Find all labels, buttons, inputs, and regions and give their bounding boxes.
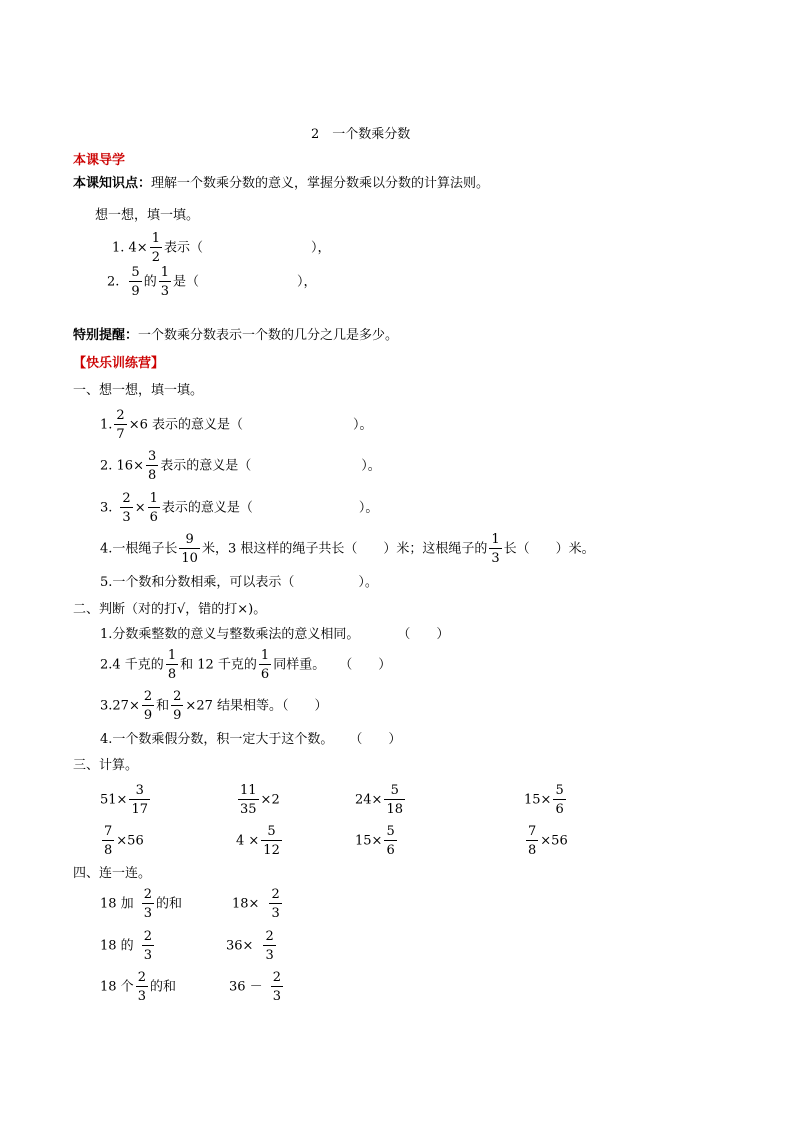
denominator: 12	[261, 840, 282, 857]
fraction	[384, 784, 405, 816]
numerator: 2	[271, 887, 280, 902]
calc-item: 24× $\frac{5}{18}$	[355, 783, 403, 817]
numerator: 1	[149, 491, 158, 506]
fraction	[171, 690, 183, 722]
denominator: 3	[489, 548, 501, 565]
numerator: 5	[390, 783, 399, 798]
numerator: 7	[104, 824, 113, 839]
calc-item: 4 × $\frac{5}{12}$	[236, 824, 280, 858]
numerator: 1	[160, 265, 169, 280]
s2-question-1: 1.分数乘整数的意义与整数乘法的意义相同。 （ ）	[100, 627, 450, 642]
fraction	[102, 825, 114, 857]
fraction	[259, 649, 271, 681]
knowledge-label: 本课知识点：	[73, 176, 152, 191]
denominator: 8	[526, 840, 538, 857]
section-4-title: 四、连一连。	[73, 866, 152, 881]
denominator: 2	[150, 247, 162, 264]
denominator: 3	[120, 507, 132, 524]
s2-question-2: 2.4 千克的 $\frac{1}{8}$ 和 12 千克的 $\frac{1}{6}$ 同样重。 （ ）	[100, 648, 392, 682]
denominator: 3	[136, 986, 148, 1003]
denominator: 3	[142, 903, 154, 920]
calc-item: $\frac{7}{8}$ ×56	[528, 824, 568, 858]
denominator: 6	[553, 799, 565, 816]
fraction	[526, 825, 538, 857]
denominator: 3	[142, 945, 154, 962]
numerator: 5	[386, 824, 395, 839]
calc-item: $\frac{7}{8}$ ×56	[104, 824, 144, 858]
fraction	[159, 266, 171, 298]
fraction	[129, 266, 141, 298]
numerator: 1	[167, 648, 177, 663]
numerator: 1	[151, 231, 160, 246]
section-3-title: 三、计算。	[73, 758, 139, 773]
fraction	[271, 971, 283, 1003]
denominator: 10	[179, 548, 200, 565]
calc-item: 15× $\frac{5}{6}$	[524, 783, 564, 817]
s2-question-4: 4.一个数乘假分数，积一定大于这个数。 （ ）	[100, 732, 402, 747]
numerator: 1	[491, 532, 500, 547]
s1-question-1: 1. $\frac{2}{7}$ ×6 表示的意义是（ ）。	[100, 408, 373, 442]
fraction	[142, 930, 154, 962]
fraction	[553, 784, 565, 816]
numerator: 2	[143, 887, 152, 902]
knowledge-text: 理解一个数乘分数的意义，掌握分数乘以分数的计算法则。	[151, 176, 490, 191]
match-left-item: 18 加 $\frac{2}{3}$ 的和	[100, 887, 182, 921]
knowledge-point	[73, 177, 489, 190]
fraction	[142, 888, 154, 920]
section-heading-practice: 【快乐训练营】	[73, 356, 165, 371]
fraction	[238, 784, 259, 816]
numerator: 3	[135, 783, 144, 798]
fraction	[489, 533, 501, 565]
think-fill-prompt: 想一想，填一填。	[95, 208, 200, 223]
numerator: 2	[116, 408, 125, 423]
special-tip	[73, 329, 398, 342]
denominator: 17	[129, 799, 150, 816]
intro-question-2: 2. $\frac{5}{9}$ 的 $\frac{1}{3}$ 是（ ），	[107, 265, 317, 299]
numerator: 2	[143, 689, 153, 704]
fraction	[261, 825, 282, 857]
numerator: 2	[265, 929, 274, 944]
tip-text: 一个数乘分数表示一个数的几分之几是多少。	[138, 328, 399, 343]
fraction	[146, 450, 158, 482]
calc-item: 51× $\frac{3}{17}$	[100, 783, 148, 817]
numerator: 5	[555, 783, 564, 798]
s1-question-4: 4.一根绳子长 $\frac{9}{10}$ 米，3 根这样的绳子共长（ ）米；这根绳子的 $\frac{1}{3}$ 长（ ）米。	[100, 532, 595, 566]
denominator: 3	[269, 903, 281, 920]
denominator: 6	[148, 507, 160, 524]
fraction	[150, 232, 162, 264]
match-left-item: 18 的 $\frac{2}{3}$	[100, 929, 152, 963]
s1-question-2: 2. 16× $\frac{3}{8}$ 表示的意义是（ ）。	[100, 449, 381, 483]
denominator: 35	[238, 799, 259, 816]
numerator: 9	[185, 532, 194, 547]
section-1-title: 一、想一想，填一填。	[73, 383, 204, 398]
s2-question-3: 3.27× $\frac{2}{9}$ 和 $\frac{2}{9}$ ×27 结果相等。（ ）	[100, 689, 328, 723]
calc-item: 15× $\frac{5}{6}$	[355, 824, 395, 858]
denominator: 9	[171, 705, 183, 722]
intro-question-1: 1. 4× $\frac{1}{2}$ 表示（ ），	[112, 231, 331, 265]
fraction	[269, 888, 281, 920]
fraction	[136, 971, 148, 1003]
denominator: 9	[129, 281, 141, 298]
denominator: 6	[259, 664, 271, 681]
numerator: 2	[173, 689, 182, 704]
denominator: 8	[146, 465, 158, 482]
fraction	[166, 649, 178, 681]
numerator: 2	[143, 929, 152, 944]
denominator: 6	[384, 840, 396, 857]
numerator: 2	[272, 970, 281, 985]
match-right-item: 36× $\frac{2}{3}$	[226, 929, 274, 963]
match-right-item: 18× $\frac{2}{3}$	[232, 887, 280, 921]
page-title: 2 一个数乘分数	[311, 127, 411, 142]
fraction	[263, 930, 275, 962]
numerator: 1	[260, 648, 270, 663]
match-right-item: 36 － $\frac{2}{3}$	[229, 970, 281, 1004]
section-2-title: 二、判断（对的打√，错的打×)。	[73, 602, 267, 617]
denominator: 18	[384, 799, 405, 816]
denominator: 3	[263, 945, 275, 962]
numerator: 3	[147, 449, 157, 464]
denominator: 9	[142, 705, 154, 722]
s1-question-3: 3. $\frac{2}{3}$ × $\frac{1}{6}$ 表示的意义是（ ）。	[100, 491, 379, 525]
fraction	[114, 409, 126, 441]
numerator: 5	[267, 824, 276, 839]
numerator: 2	[122, 491, 131, 506]
fraction	[120, 492, 132, 524]
numerator: 2	[137, 970, 146, 985]
numerator: 11	[240, 783, 257, 798]
fraction	[129, 784, 150, 816]
numerator: 7	[528, 824, 537, 839]
s1-question-5: 5.一个数和分数相乘，可以表示（ ）。	[100, 575, 378, 590]
match-left-item: 18 个 $\frac{2}{3}$ 的和	[100, 970, 176, 1004]
fraction	[384, 825, 396, 857]
fraction	[142, 690, 154, 722]
denominator: 8	[166, 664, 178, 681]
denominator: 7	[114, 424, 126, 441]
denominator: 3	[159, 281, 171, 298]
denominator: 8	[102, 840, 114, 857]
section-heading-guide: 本课导学	[73, 153, 126, 168]
tip-label: 特别提醒：	[73, 328, 139, 343]
fraction	[179, 533, 200, 565]
denominator: 3	[271, 986, 283, 1003]
fraction	[148, 492, 160, 524]
calc-item: $\frac{11}{35}$ ×2	[240, 783, 280, 817]
numerator: 5	[131, 265, 140, 280]
